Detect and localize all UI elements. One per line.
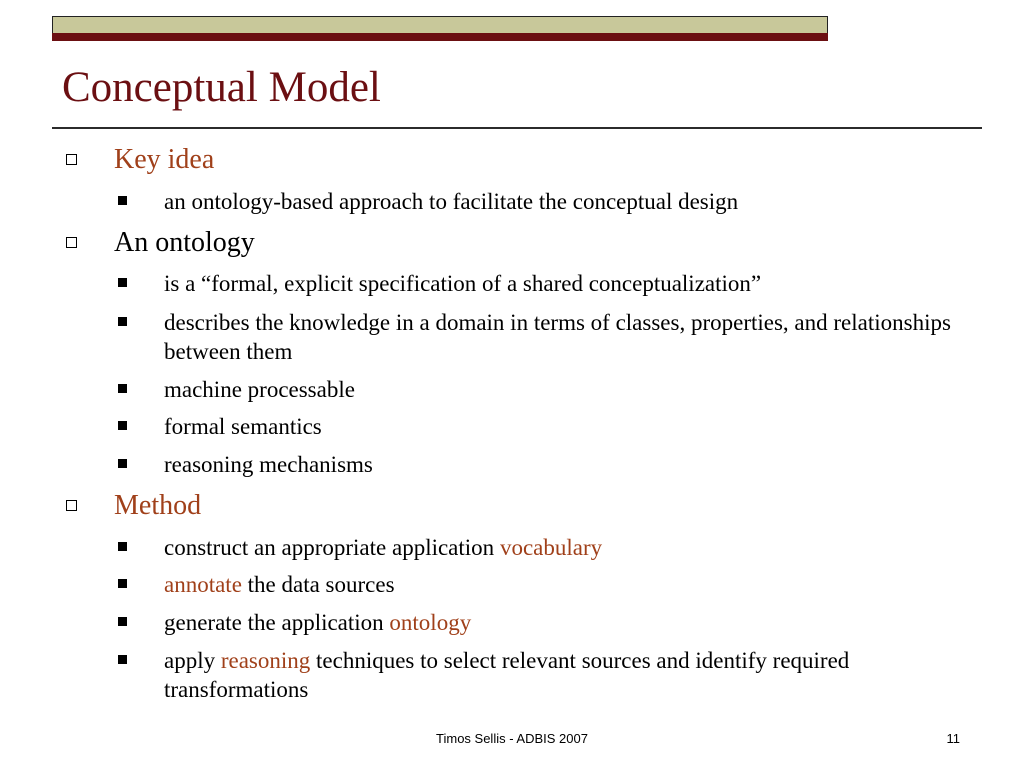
filled-square-bullet-icon (118, 421, 127, 430)
section-heading-label: An ontology (114, 227, 255, 258)
bullet-item (164, 308, 964, 366)
highlighted-term: vocabulary (499, 535, 603, 560)
bullet-text: generate the application (164, 610, 390, 635)
hollow-square-bullet-icon (66, 500, 77, 511)
bullet-text: reasoning mechanisms (164, 452, 373, 477)
page-number: 11 (946, 731, 960, 746)
bullet-item (164, 570, 964, 599)
bullet-item (164, 187, 964, 216)
filled-square-bullet-icon (118, 617, 127, 626)
section-heading-method (114, 490, 201, 522)
filled-square-bullet-icon (118, 196, 127, 205)
highlighted-term: annotate (164, 572, 242, 597)
bullet-text: formal semantics (164, 414, 322, 439)
filled-square-bullet-icon (118, 317, 127, 326)
filled-square-bullet-icon (118, 542, 127, 551)
bullet-item (164, 646, 964, 704)
section-heading-label: Method (114, 490, 202, 521)
hollow-square-bullet-icon (66, 154, 77, 165)
section-heading-label: Key idea (114, 144, 215, 175)
filled-square-bullet-icon (118, 384, 127, 393)
filled-square-bullet-icon (118, 655, 127, 664)
bullet-item (164, 450, 964, 479)
section-heading-an-ontology (114, 227, 255, 259)
footer-author: Timos Sellis - ADBIS 2007 (436, 731, 588, 746)
bullet-item (164, 269, 964, 298)
filled-square-bullet-icon (118, 459, 127, 468)
bullet-item (164, 375, 964, 404)
bullet-item (164, 608, 964, 637)
filled-square-bullet-icon (118, 278, 127, 287)
bullet-text: the data sources (241, 572, 395, 597)
bullet-item (164, 533, 964, 562)
hollow-square-bullet-icon (66, 237, 77, 248)
bullet-text: construct an appropriate application (164, 535, 500, 560)
bullet-text: machine processable (164, 377, 355, 402)
bullet-text: describes the knowledge in a domain in terms of classes, properties, and relationships between them (164, 310, 951, 364)
bullet-text: an ontology-based approach to facilitate the conceptual design (164, 189, 739, 214)
highlighted-term: ontology (389, 610, 472, 635)
filled-square-bullet-icon (118, 579, 127, 588)
bullet-text: is a “formal, explicit specification of a shared conceptualization” (164, 271, 762, 296)
slide-title: Conceptual Model (62, 64, 381, 111)
bullet-item (164, 412, 964, 441)
section-heading-key-idea (114, 144, 214, 176)
bullet-text: techniques to select relevant sources and identify required transformations (164, 648, 850, 702)
highlighted-term: reasoning (220, 648, 311, 673)
bullet-text: apply (164, 648, 221, 673)
